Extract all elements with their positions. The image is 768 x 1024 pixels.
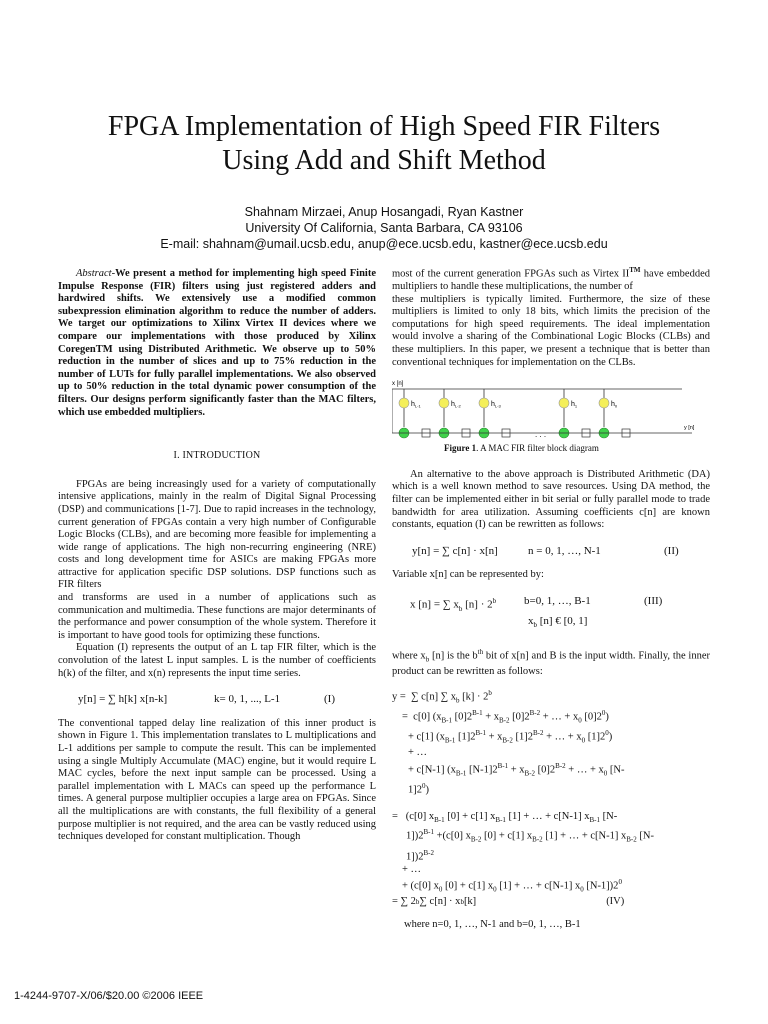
copyright-footer: 1-4244-9707-X/06/$20.00 ©2006 IEEE bbox=[14, 990, 204, 1002]
eq3-mid-text: [n] · 2 bbox=[462, 598, 493, 611]
fir-block-diagram bbox=[392, 377, 702, 445]
author-block bbox=[40, 204, 728, 252]
right-paragraph-5: where $x_b$ [n] is the $b^{th}$ bit of x[n] and B is the input width. Finally, the inner product can be rewritten as follows: bbox=[392, 648, 711, 678]
author-names: Shahnam Mirzaei, Anup Hosangadi, Ryan Kastner bbox=[244, 205, 524, 219]
fig-dots: . . . bbox=[535, 430, 547, 440]
author-email: E-mail: shahnam@umail.ucsb.edu, anup@ece.ucsb.edu, kastner@ece.ucsb.edu bbox=[160, 237, 608, 251]
intro-paragraph-4: The conventional tapped delay line realization of this inner product is shown in Figure 1. This implementation translates to L multiplications and L-1 additions per sample to compute the result. This can be implemented using a single Multiply Accumulate (MAC) engine, but it would require L MAC cycles, before the next input sample can be processed. Using a parallel implementation with L MACs can speed up the performance L times. A general purpose multiplier occupies a large area on FPGAs. Since all the multiplications are with constants, the full flexibility of a general purpose multiplier is not required, and the area can be vastly reduced using techniques developed for constant multiplication. Though bbox=[58, 717, 376, 843]
title-line-2: Using Add and Shift Method bbox=[222, 145, 546, 176]
equation-2-lhs: y[n] = ∑ c[n] · x[n] bbox=[412, 544, 498, 557]
abstract bbox=[58, 268, 376, 419]
p5-part-b: [n] is the b bbox=[429, 650, 478, 662]
equation-1-number: (I) bbox=[324, 693, 335, 706]
right-p1-text: most of the current generation FPGAs such as Virtex II bbox=[392, 268, 630, 280]
equation-2-range: n = 0, 1, …, N-1 bbox=[528, 544, 601, 557]
section-heading-introduction: I. INTRODUCTION bbox=[173, 450, 261, 462]
title-line-1: FPGA Implementation of High Speed FIR Filters bbox=[107, 111, 661, 142]
right-paragraph-4: Variable x[n] can be represented by: bbox=[392, 569, 544, 581]
abstract-label: Abstract- bbox=[76, 268, 116, 279]
equation-4-where: where n=0, 1, …, N-1 and b=0, 1, …, B-1 bbox=[404, 918, 581, 930]
figure-1-caption bbox=[444, 442, 710, 455]
coefficient-label: $h_{L-2}$ bbox=[451, 401, 461, 409]
intro-paragraph-3: Equation (I) represents the output of an L tap FIR filter, which is the convolution of the latest L input samples. L is the number of coefficients h(k) of the filter, and x(n) represents the input time series. bbox=[58, 642, 376, 679]
equation-1-range: k= 0, 1, ..., L-1 bbox=[214, 693, 281, 706]
equation-1-lhs: y[n] = ∑ h[k] x[n-k] bbox=[78, 693, 168, 706]
abstract-text: We present a method for implementing high speed Finite Impulse Response (FIR) filters using just registered adders and hardwired shifts. We extensively use a modified common subexpression elimination algorithm to reduce the number of adders. We target our optimizations to Xilinx Virtex II devices where we compare our implementations with those produced by Xilinx CoregenTM using Distributed Arithmetic. We observe up to 50% reduction in the number of slices and up to 75% reduction in the number of LUTs for fully parallel implementations. We also observed up to 50% reduction in the total dynamic power consumption of the filters. Our designs perform significantly faster than the MAC filters, which use embedded multipliers. bbox=[58, 268, 376, 418]
multiplier-node bbox=[439, 398, 449, 408]
intro-paragraph-2: and transforms are used in a number of applications such as communication and multimedia. These functions are major determinants of the performance and power consumption of the whole system. Therefore it is important to have good tools for optimizing these functions. bbox=[58, 592, 376, 641]
fig-input-label: x [n] bbox=[392, 381, 404, 388]
multiplier-node bbox=[599, 398, 609, 408]
right-paragraph-3: An alternative to the above approach is Distributed Arithmetic (DA) which is a well known method to save resources. Using DA method, the filter can be implemented either in bit serial or fully parallel mode to trade bandwidth for area utilization. Assuming coefficients c[n] are known constants, equation (I) can be rewritten as follows: bbox=[392, 468, 710, 531]
right-paragraph-2: these multipliers is typically limited. Furthermore, the size of these multipliers is limited to only 18 bits, which limits the precision of the computations for high speed requirements. The ideal implementation would involve a sharing of the Combinational Logic Blocks (CLBs) and these multipliers. In this paper, we present a technique that is better than conventional techniques for implementation on the CLBs. bbox=[392, 293, 710, 368]
left-column bbox=[58, 268, 376, 844]
equation-4-number: (IV) bbox=[606, 896, 625, 908]
eq3-lhs-text: x [n] = ∑ x bbox=[410, 598, 459, 611]
multiplier-node bbox=[559, 398, 569, 408]
equation-2 bbox=[392, 545, 710, 558]
p5-part-a: where x bbox=[392, 650, 426, 662]
trademark: TM bbox=[629, 266, 641, 274]
right-column bbox=[392, 264, 710, 931]
equation-1 bbox=[58, 693, 376, 706]
p5-part-c: bit of x[n] and B is the input width. Finally, the inner product can be rewritten as follows: bbox=[392, 650, 711, 678]
equation-3-constraint: $x_b$ [n] € [0, 1] bbox=[528, 615, 588, 630]
equation-3 bbox=[392, 595, 710, 615]
coefficient-label: $h_{L-3}$ bbox=[491, 401, 501, 409]
coefficient-label: $h_{L-1}$ bbox=[411, 401, 421, 409]
right-p1-rest: have embedded multipliers to handle these multiplications, the number of bbox=[392, 268, 711, 293]
figure-1-caption-text: . A MAC FIR filter block diagram bbox=[476, 443, 599, 454]
equation-3-lhs: x [n] = ∑ $x_b$ $[n] \cdot 2^b$ bbox=[410, 597, 497, 613]
equation-3-number: (III) bbox=[644, 595, 663, 607]
multiplier-node bbox=[479, 398, 489, 408]
coefficient-label: $h_0$ bbox=[611, 401, 618, 409]
multiplier-node bbox=[399, 398, 409, 408]
eq3-constraint-text: [n] € [0, 1] bbox=[537, 615, 588, 628]
equation-4: y = ∑ c[n] ∑ $x_b$ $[k] \cdot 2^b$ = c[0] ($x_{B-1}$ $[0]2^{B-1} + x_{B-2}$ $[0]2^{B-2}$ + … + $x_0$ $[0]2^0$) + c[1] ($x_{B-1}$ $[1]2^{B-1} + x_{B-2}$ $[1]2^{B-2}$ + … + $x_0$ $[1]2^0$) + … + c[N-1] ($x_{B-1}$ $[N-1]2^{B-1} + x_{B-2}$ $[0]2^{B-2}$ + … + $x_0$ [N- $1]2^0$) = (c[0] $x_{B-1}$ [0] + c[1] $x_{B-1}$ [1] + … + c[N-1] $x_{B-1}$ [N- $1])2^{B-1} +(c[0]$ $x_{B-2}$ [0] + c[1] $x_{B-2}$ [1] + … + c[N-1] $x_{B-2}$ [N- $1])2^{B-2}$ + … + (c[0] $x_0$ [0] + c[1] $x_0$ [1] + … + c[N-1] $x_0$ $[N-1])2^0$ = ∑ 2 b ∑ c[n] · x b [k] (IV) where n=0, 1, …, N-1 and b=0, 1, …, B-1 bbox=[392, 687, 710, 931]
equation-2-number: (II) bbox=[664, 544, 679, 557]
figure-1-label: Figure 1 bbox=[444, 443, 477, 454]
equation-3-range: b=0, 1, …, B-1 bbox=[524, 595, 591, 607]
right-paragraph-1 bbox=[392, 264, 710, 294]
author-affiliation: University Of California, Santa Barbara, CA 93106 bbox=[245, 221, 523, 235]
paper-title bbox=[40, 110, 728, 178]
intro-paragraph-1: FPGAs are being increasingly used for a variety of computationally intensive applications, mainly in the realm of Digital Signal Processing (DSP) and communications [1-7]. Due to rapid increases in the technology, current generation of FPGAs contain a very high number of Configurable Logic Blocks (CLBs), and are becoming more feasible for implementing a wide range of applications. The high non-recurring engineering (NRE) costs and long development time for ASICs are making FPGAs more attractive for application specific DSP solutions. DSP functions such as FIR filters bbox=[58, 478, 376, 591]
coefficient-label: $h_1$ bbox=[571, 401, 578, 409]
fig-output-label: y [n] bbox=[684, 425, 695, 432]
